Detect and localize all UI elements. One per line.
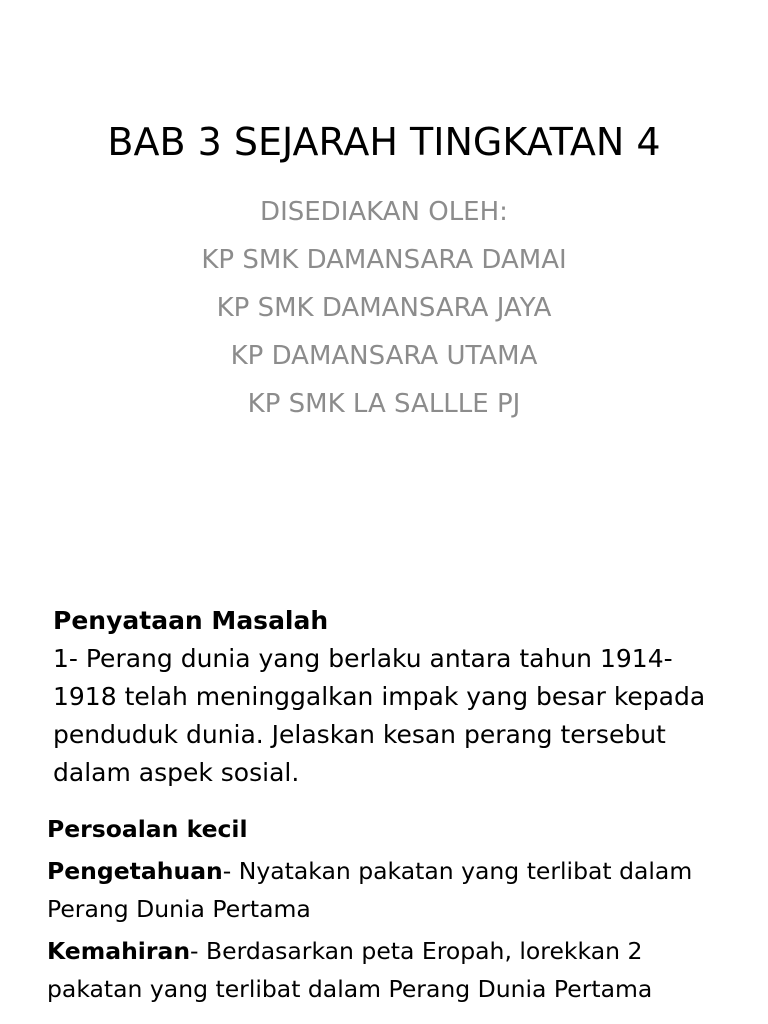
- question-line: [47, 932, 747, 970]
- question-line: pakatan yang terlibat dalam Perang Dunia Pertama: [47, 975, 653, 1003]
- slide-title: BAB 3 SEJARAH TINGKATAN 4: [107, 120, 661, 164]
- question-text: - Berdasarkan peta Eropah, lorekkan 2: [190, 937, 643, 965]
- question-label: Kemahiran: [47, 937, 191, 965]
- problem-line: 1- Perang dunia yang berlaku antara tahun 1914-: [53, 644, 673, 673]
- problem-statement: [53, 602, 743, 792]
- problem-heading: Penyataan Masalah: [53, 606, 329, 635]
- slide-subtitle: [0, 188, 768, 428]
- problem-line: penduduk dunia. Jelaskan kesan perang tersebut: [53, 720, 666, 749]
- subtitle-line: KP SMK DAMANSARA JAYA: [216, 293, 552, 323]
- question-label: Pengetahuan: [47, 857, 223, 885]
- subtitle-line: DISEDIAKAN OLEH:: [260, 197, 508, 227]
- subtitle-line: KP SMK LA SALLLE PJ: [247, 389, 521, 419]
- question-line: [47, 852, 747, 890]
- problem-line: dalam aspek sosial.: [53, 758, 300, 787]
- subtitle-line: KP DAMANSARA UTAMA: [230, 341, 538, 371]
- problem-body: [53, 640, 743, 792]
- question-item: [47, 852, 747, 928]
- sub-questions-heading: Persoalan kecil: [47, 815, 248, 843]
- content-slide: [0, 576, 768, 1024]
- problem-line: 1918 telah meninggalkan impak yang besar kepada: [53, 682, 706, 711]
- subtitle-line: KP SMK DAMANSARA DAMAI: [201, 245, 567, 275]
- question-line: Perang Dunia Pertama: [47, 895, 311, 923]
- question-text: - Nyatakan pakatan yang terlibat dalam: [222, 857, 693, 885]
- sub-questions: [47, 810, 747, 1012]
- question-item: [47, 932, 747, 1008]
